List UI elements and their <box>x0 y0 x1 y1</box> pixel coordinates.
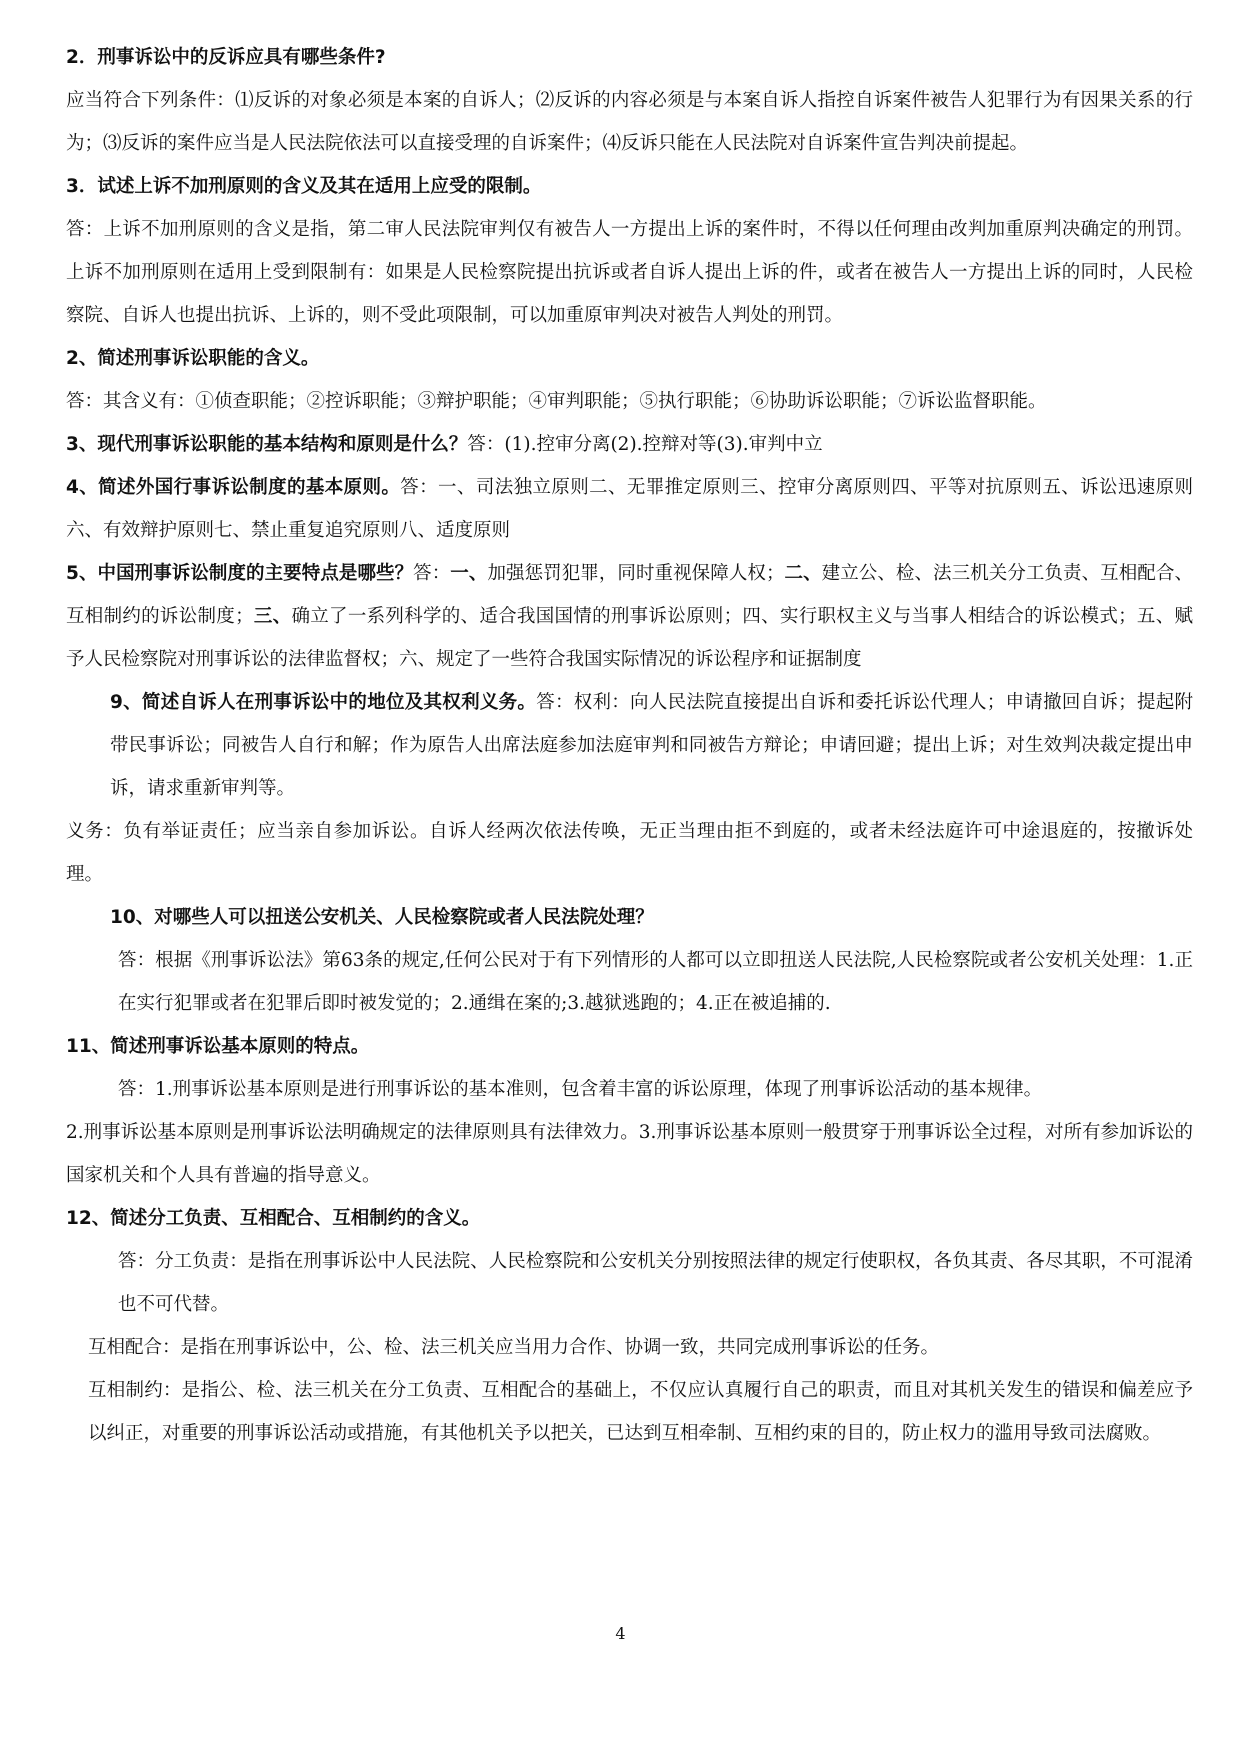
answer-no-aggravation: 答：上诉不加刑原则的含义是指，第二审人民法院审判仅有被告人一方提出上诉的案件时，不得以任何理由改判加重原判决确定的刑罚。上诉不加刑原则在适用上受到限制有：如果是人民检察院提出抗诉或者自诉人提出上诉的件，或者在被告人一方提出上诉的同时，人民检察院、自诉人也提出抗诉、上诉的，则不受此项限制，可以加重原审判决对被告人判处的刑罚。 <box>66 219 1193 326</box>
question-division-cooperation: 12、简述分工负责、互相配合、互相制约的含义。 <box>66 1208 481 1229</box>
answer-restraint: 互相制约：是指公、检、法三机关在分工负责、互相配合的基础上，不仅应认真履行自己的职责，而且对其机关发生的错误和偏差应予以纠正，对重要的刑事诉讼活动或措施，有其他机关予以把关，已达到互相牵制、互相约束的目的，防止权力的滥用导致司法腐败。 <box>88 1380 1193 1444</box>
answer-private-rights: 答：权利：向人民法院直接提出自诉和委托诉讼代理人；申请撤回自诉；提起附带民事诉讼；同被告人自行和解；作为原告人出席法庭参加法庭审判和同被告方辩论；申请回避；提出上诉；对生效判决裁定提出申诉，请求重新审判等。 <box>110 692 1194 799</box>
answer-principle-features-first: 答：1.刑事诉讼基本原则是进行刑事诉讼的基本准则，包含着丰富的诉讼原理，体现了刑事诉讼活动的基本规律。 <box>118 1079 1043 1100</box>
question-no-aggravation: 3．试述上诉不加刑原则的含义及其在适用上应受的限制。 <box>66 176 542 197</box>
answer-foreign-principles: 答：一、司法独立原则二、无罪推定原则三、控审分离原则四、平等对抗原则五、诉讼迅速原则六、有效辩护原则七、禁止重复追究原则八、适度原则 <box>66 477 1193 541</box>
answer-china-rest: 确立了一系列科学的、适合我国国情的刑事诉讼原则；四、实行职权主义与当事人相结合的诉讼模式；五、赋予人民检察院对刑事诉讼的法律监督权；六、规定了一些符合我国实际情况的诉讼程序和证据制度 <box>66 606 1193 670</box>
answer-principle-features-rest: 2.刑事诉讼基本原则是刑事诉讼法明确规定的法律原则具有法律效力。3.刑事诉讼基本原则一般贯穿于刑事诉讼全过程，对所有参加诉讼的国家机关和个人具有普遍的指导意义。 <box>66 1122 1193 1186</box>
answer-china-two: 建立公、检、法三机关分工负责、互相配合、互相制约的诉讼制度； <box>66 563 1193 627</box>
qa-function-structure <box>66 423 1193 466</box>
question-function-structure: 3、现代刑事诉讼职能的基本结构和原则是什么？ <box>66 434 468 455</box>
question-principle-features: 11、简述刑事诉讼基本原则的特点。 <box>66 1036 370 1057</box>
page-number: 4 <box>615 1624 626 1643</box>
qa-foreign-principles <box>66 466 1193 552</box>
answer-cooperation: 互相配合：是指在刑事诉讼中，公、检、法三机关应当用力合作、协调一致，共同完成刑事诉讼的任务。 <box>88 1337 940 1358</box>
answer-china-one: 加强惩罚犯罪，同时重视保障人权； <box>487 563 785 584</box>
answer-china-label-three: 三、 <box>253 606 292 627</box>
question-litigation-functions: 2、简述刑事诉讼职能的含义。 <box>66 348 320 369</box>
answer-cross-complaint: 应当符合下列条件：⑴反诉的对象必须是本案的自诉人；⑵反诉的内容必须是与本案自诉人指控自诉案件被告人犯罪行为有因果关系的行为；⑶反诉的案件应当是人民法院依法可以直接受理的自诉案件；⑷反诉只能在人民法院对自诉案件宣告判决前提起。 <box>66 90 1193 154</box>
answer-private-duties: 义务：负有举证责任；应当亲自参加诉讼。自诉人经两次依法传唤，无正当理由拒不到庭的，或者未经法庭许可中途退庭的，按撤诉处理。 <box>66 821 1193 885</box>
answer-litigation-functions: 答：其含义有：①侦查职能；②控诉职能；③辩护职能；④审判职能；⑤执行职能；⑥协助诉讼职能；⑦诉讼监督职能。 <box>66 391 1047 412</box>
answer-division: 答：分工负责：是指在刑事诉讼中人民法院、人民检察院和公安机关分别按照法律的规定行使职权，各负其责、各尽其职，不可混淆也不可代替。 <box>118 1251 1193 1315</box>
question-private-prosecutor: 9、简述自诉人在刑事诉讼中的地位及其权利义务。 <box>110 692 537 713</box>
question-escort: 10、对哪些人可以扭送公安机关、人民检察院或者人民法院处理？ <box>110 907 654 928</box>
answer-china-lead: 答： <box>413 563 451 584</box>
question-cross-complaint: 2．刑事诉讼中的反诉应具有哪些条件? <box>66 47 386 68</box>
answer-escort: 答：根据《刑事诉讼法》第63条的规定,任何公民对于有下列情形的人都可以立即扭送人民法院,人民检察院或者公安机关处理：1.正在实行犯罪或者在犯罪后即时被发觉的；2.通缉在案的;3.越狱逃跑的；4.正在被追捕的. <box>118 950 1193 1014</box>
answer-china-label-two: 二、 <box>784 563 822 584</box>
answer-china-label-one: 一、 <box>450 563 488 584</box>
qa-private-prosecutor <box>66 681 1193 810</box>
question-foreign-principles: 4、简述外国行事诉讼制度的基本原则。 <box>66 477 401 498</box>
qa-china-features <box>66 552 1193 681</box>
question-china-features: 5、中国刑事诉讼制度的主要特点是哪些？ <box>66 563 414 584</box>
answer-function-structure: 答：(1).控审分离(2).控辩对等(3).审判中立 <box>467 434 823 455</box>
